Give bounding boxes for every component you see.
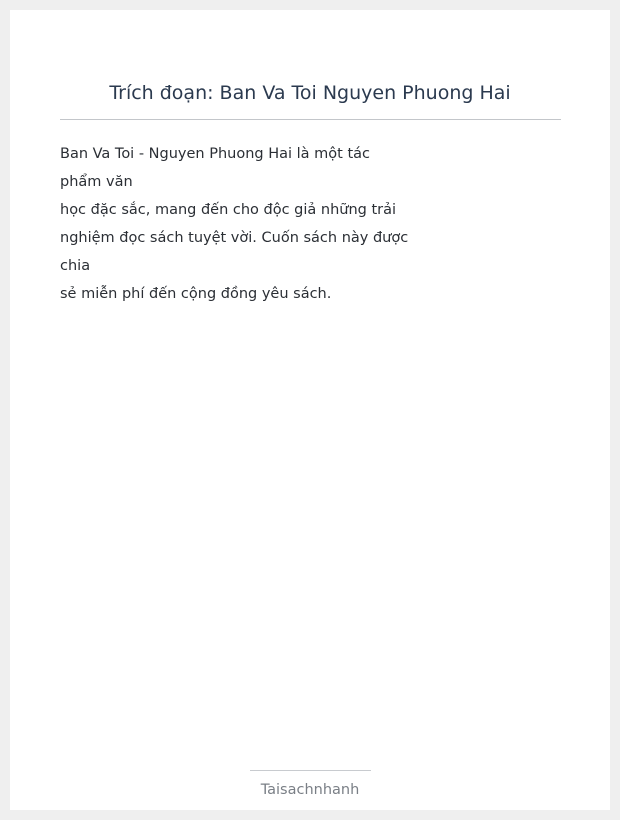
document-page (10, 10, 610, 810)
body-line: học đặc sắc, mang đến cho độc giả những trải (60, 202, 397, 218)
body-line: phẩm văn (60, 174, 133, 190)
footer-source: Taisachnhanh (260, 782, 360, 798)
body-line: chia (60, 258, 91, 274)
body-paragraph (60, 140, 420, 308)
body-line: sẻ miễn phí đến cộng đồng yêu sách. (60, 286, 332, 302)
body-line: nghiệm đọc sách tuyệt vời. Cuốn sách này được (60, 230, 409, 246)
title-divider (60, 119, 561, 120)
page-title: Trích đoạn: Ban Va Toi Nguyen Phuong Hai (109, 82, 511, 104)
body-line: Ban Va Toi - Nguyen Phuong Hai là một tác (60, 146, 370, 162)
footer-divider (250, 770, 371, 771)
